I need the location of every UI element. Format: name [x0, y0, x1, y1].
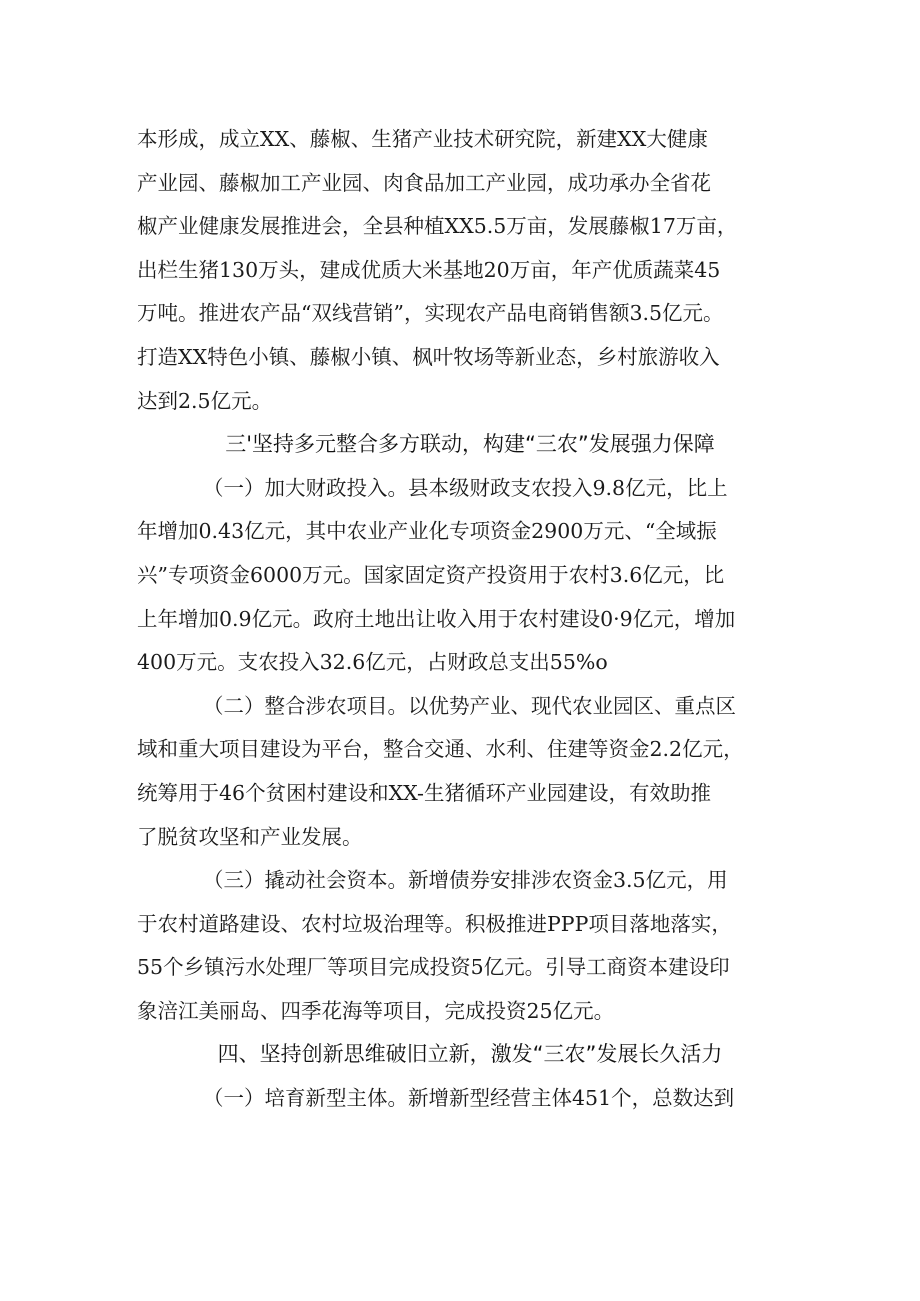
text-line: 上年增加0.9亿元。政府土地出让收入用于农村建设0·9亿元，增加 [137, 606, 736, 631]
text-line: 象涪江美丽岛、四季花海等项目，完成投资25亿元。 [137, 998, 615, 1023]
text-line: 本形成，成立XX、藤椒、生猪产业技术研究院，新建XX大健康 [137, 127, 708, 151]
text-line: 出栏生猪130万头，建成优质大米基地20万亩，年产优质蔬菜45 [137, 257, 721, 282]
section-heading: 四、坚持创新思维破旧立新，激发“三农”发展长久活力 [217, 1042, 723, 1067]
section-heading: 三'坚持多元整合多方联动，构建“三农”发展强力保障 [225, 432, 715, 457]
text-line: 产业园、藤椒加工产业园、肉食品加工产业园，成功承办全省花 [137, 170, 711, 195]
text-line: 400万元。支农投入32.6亿元，占财政总支出55%o [137, 650, 608, 675]
text-line: 域和重大项目建设为平台，整合交通、水利、住建等资金2.2亿元， [137, 737, 744, 762]
text-line: （二）整合涉农项目。以优势产业、现代农业园区、重点区 [203, 693, 736, 718]
document-body [137, 118, 797, 1121]
text-line: 统筹用于46个贫困村建设和XX-生猪循环产业园建设，有效助推 [137, 780, 711, 805]
text-line: （三）撬动社会资本。新增债券安排涉农资金3.5亿元，用 [203, 868, 728, 893]
text-line: 万吨。推进农产品“双线营销”，实现农产品电商销售额3.5亿元。 [137, 301, 724, 326]
text-line: 于农村道路建设、农村垃圾治理等。积极推进PPP项目落地落实， [137, 911, 732, 936]
text-line: 兴”专项资金6000万元。国家固定资产投资用于农村3.6亿元，比 [137, 562, 725, 587]
text-line: 椒产业健康发展推进会，全县种植XX5.5万亩，发展藤椒17万亩， [137, 214, 738, 239]
text-line: 55个乡镇污水处理厂等项目完成投资5亿元。引导工商资本建设印 [137, 955, 730, 980]
text-line: （一）加大财政投入。县本级财政支农投入9.8亿元，比上 [203, 475, 728, 500]
text-line: （一）培育新型主体。新增新型经营主体451个，总数达到 [203, 1086, 735, 1111]
text-line: 达到2.5亿元。 [137, 388, 273, 413]
text-line: 年增加0.43亿元，其中农业产业化专项资金2900万元、“全域振 [137, 519, 717, 544]
text-line: 了脱贫攻坚和产业发展。 [137, 824, 363, 849]
text-line: 打造XX特色小镇、藤椒小镇、枫叶牧场等新业态，乡村旅游收入 [137, 344, 720, 369]
